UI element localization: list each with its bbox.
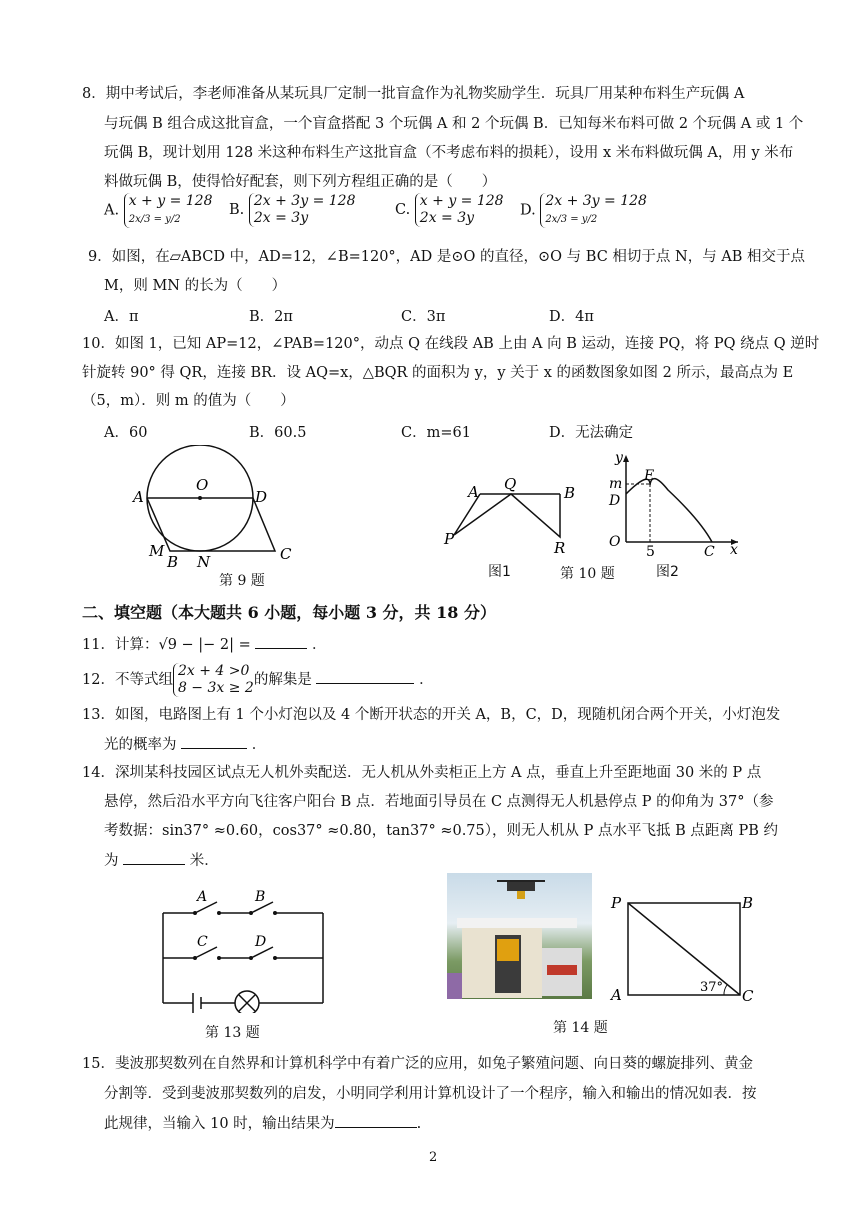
switch-label-D: D [255,934,267,950]
q12-suffix: ． [419,672,434,688]
q9-line-2: M，则 MN 的长为（ ） [104,278,287,294]
label-m: m [609,476,623,492]
q14-line-3: 考数据：sin37° ≈0.60，cos37° ≈0.80，tan37° ≈0.75），则无人机从 P 点水平飞抵 B 点距离 PB 约 [104,823,778,839]
switch-label-A: A [197,889,208,905]
label-y: y [615,450,623,466]
q15-suffix: . [416,1116,422,1132]
q10-line-2: 针旋转 90° 得 QR，连接 BR．设 AQ=x，△BQR 的面积为 y，y 关于 x 的函数图象如图 2 所示，最高点为 E [82,365,794,381]
label-P: P [444,530,455,548]
q8-choice-a [104,193,213,228]
label-Q: Q [504,475,517,493]
label-B: B [564,484,576,502]
equation-system [415,193,504,227]
choice-label: A. [104,202,120,219]
label-D: D [609,493,621,509]
q10-line-1: 10．如图 1，已知 AP=12，∠PAB=120°，动点 Q 在线段 AB 上由 A 向 B 运动，连接 PQ，将 PQ 绕点 Q 逆时 [82,336,820,352]
q8-line-3: 玩偶 B，现计划用 128 米这种布料生产这批盲盒（不考虑布料的损耗），设用 x 米布料做玩偶 A，用 y 米布 [104,145,794,161]
q8-choice-c [395,193,504,227]
figure-10-1-caption: 图1 [488,564,511,580]
q12-text: 12．不等式组 [82,672,173,688]
figure-14-diagram [608,893,758,1008]
label-C: C [704,544,715,560]
figure-13-caption: 第 13 题 [205,1025,260,1041]
q14-line-1: 14．深圳某科技园区试点无人机外卖配送．无人机从外卖柜正上方 A 点，垂直上升至距地面 30 米的 P 点 [82,765,762,781]
q9-choice-c: C．3π [401,309,446,325]
label-B: B [167,553,179,571]
q15-line-2: 分割等．受到斐波那契数列的启发，小明同学利用计算机设计了一个程序，输入和输出的情况如表．按 [104,1086,757,1102]
angle-label: 37° [700,980,724,995]
label-A: A [133,488,144,506]
equation-2: 2x = 3y [419,210,475,226]
q11 [82,634,327,655]
q14-text: 为 [104,853,119,869]
label-A: A [468,483,479,501]
drone-photo-illustration [447,873,592,999]
switch-label-B: B [255,889,266,905]
label-D: D [255,488,268,506]
equation-system [124,193,213,228]
q13-suffix: ． [251,737,267,753]
q13-answer-blank[interactable] [181,734,247,749]
q8-choice-b [229,193,355,227]
equation-1: x + y = 128 [128,193,213,209]
figure-10-2-caption: 图2 [656,564,679,580]
q11-suffix: ． [312,637,327,653]
q12 [82,663,434,697]
label-C: C [280,545,292,563]
q15-answer-blank[interactable] [335,1113,417,1128]
q9-choice-d: D．4π [549,309,594,325]
q10-choice-b: B．60.5 [249,425,307,441]
q14-line-4 [104,850,219,871]
label-E: E [644,468,655,484]
equation-system [540,193,647,228]
q15-text: 此规律，当输入 10 时，输出结果为 [104,1116,335,1132]
q14-line-2: 悬停，然后沿水平方向飞往客户阳台 B 点．若地面引导员在 C 点测得无人机悬停点 P 的仰角为 37°（参 [104,794,774,810]
inequality-system [173,663,254,697]
q9-choice-b: B．2π [249,309,293,325]
equation-1: 2x + 3y = 128 [253,193,356,209]
q10-line-3: （5，m）．则 m 的值为（ ） [82,393,295,409]
figure-9-caption: 第 9 题 [219,573,265,589]
q13-line-2 [104,734,266,755]
q13-text: 光的概率为 [104,737,177,753]
q15-line-3 [104,1113,421,1134]
choice-label: B. [229,202,245,218]
q15-line-1: 15．斐波那契数列在自然界和计算机科学中有着广泛的应用，如兔子繁殖问题、向日葵的螺旋排列、黄金 [82,1056,753,1072]
label-C: C [742,987,754,1005]
equation-system [249,193,356,227]
figure-14-caption: 第 14 题 [553,1020,608,1036]
figure-9-diagram [130,445,300,575]
q11-answer-blank[interactable] [255,634,307,649]
label-5: 5 [646,544,655,560]
label-R: R [554,539,566,557]
label-A: A [611,986,622,1004]
q10-choice-c: C．m=61 [401,425,471,441]
label-x: x [730,542,738,558]
equation-1: 2x + 3y = 128 [545,193,647,209]
q11-text: 11．计算：√9 − |− 2| = [82,637,251,653]
label-P: P [611,894,622,912]
q12-answer-blank[interactable] [316,669,414,684]
q8-line-4: 料做玩偶 B，使得恰好配套，则下列方程组正确的是（ ） [104,174,497,190]
label-O: O [609,534,621,550]
q9-line-1: 9．如图，在▱ABCD 中，AD=12，∠B=120°，AD 是⊙O 的直径，⊙O 与 BC 相切于点 N，与 AB 相交于点 [88,249,806,265]
switch-label-C: C [197,934,208,950]
q13-line-1: 13．如图，电路图上有 1 个小灯泡以及 4 个断开状态的开关 A，B，C，D，现随机闭合两个开关，小灯泡发 [82,707,781,723]
label-M: M [149,542,165,560]
drone-delivery-photo [447,873,592,999]
q8-line-1: 8．期中考试后，李老师准备从某玩具厂定制一批盲盒作为礼物奖励学生．玩具厂用某种布料生产玩偶 A [82,86,745,102]
section-title: 二、填空题（本大题共 6 小题，每小题 3 分，共 18 分） [82,603,496,622]
inequality-1: 2x + 4 >0 [177,663,250,679]
label-N: N [197,553,211,571]
figure-10-2-graph [600,450,745,560]
equation-2: 2x = 3y [253,210,309,226]
q14-answer-blank[interactable] [123,850,185,865]
choice-label: C. [395,202,411,218]
q10-choice-d: D．无法确定 [549,425,634,441]
figure-10-1-diagram [440,470,590,560]
figure-10-caption: 第 10 题 [560,566,615,582]
equation-2: 2x/3 = y/2 [128,214,181,225]
choice-label: D. [520,202,536,219]
figure-13-circuit [155,888,330,1013]
q8-choice-d [520,193,647,228]
q12-mid: 的解集是 [253,672,312,688]
q8-line-2: 与玩偶 B 组合成这批盲盒，一个盲盒搭配 3 个玩偶 A 和 2 个玩偶 B．已知每米布料可做 2 个玩偶 A 或 1 个 [104,116,804,132]
q9-choice-a: A．π [104,309,139,325]
equation-2: 2x/3 = y/2 [545,214,598,225]
q10-choice-a: A．60 [104,425,148,441]
function-curve [626,479,712,542]
page-number: 2 [429,1150,438,1165]
inequality-2: 8 − 3x ≥ 2 [177,680,254,696]
label-B: B [742,894,754,912]
equation-1: x + y = 128 [419,193,504,209]
q14-suffix: 米． [189,853,219,869]
label-O: O [196,476,209,494]
